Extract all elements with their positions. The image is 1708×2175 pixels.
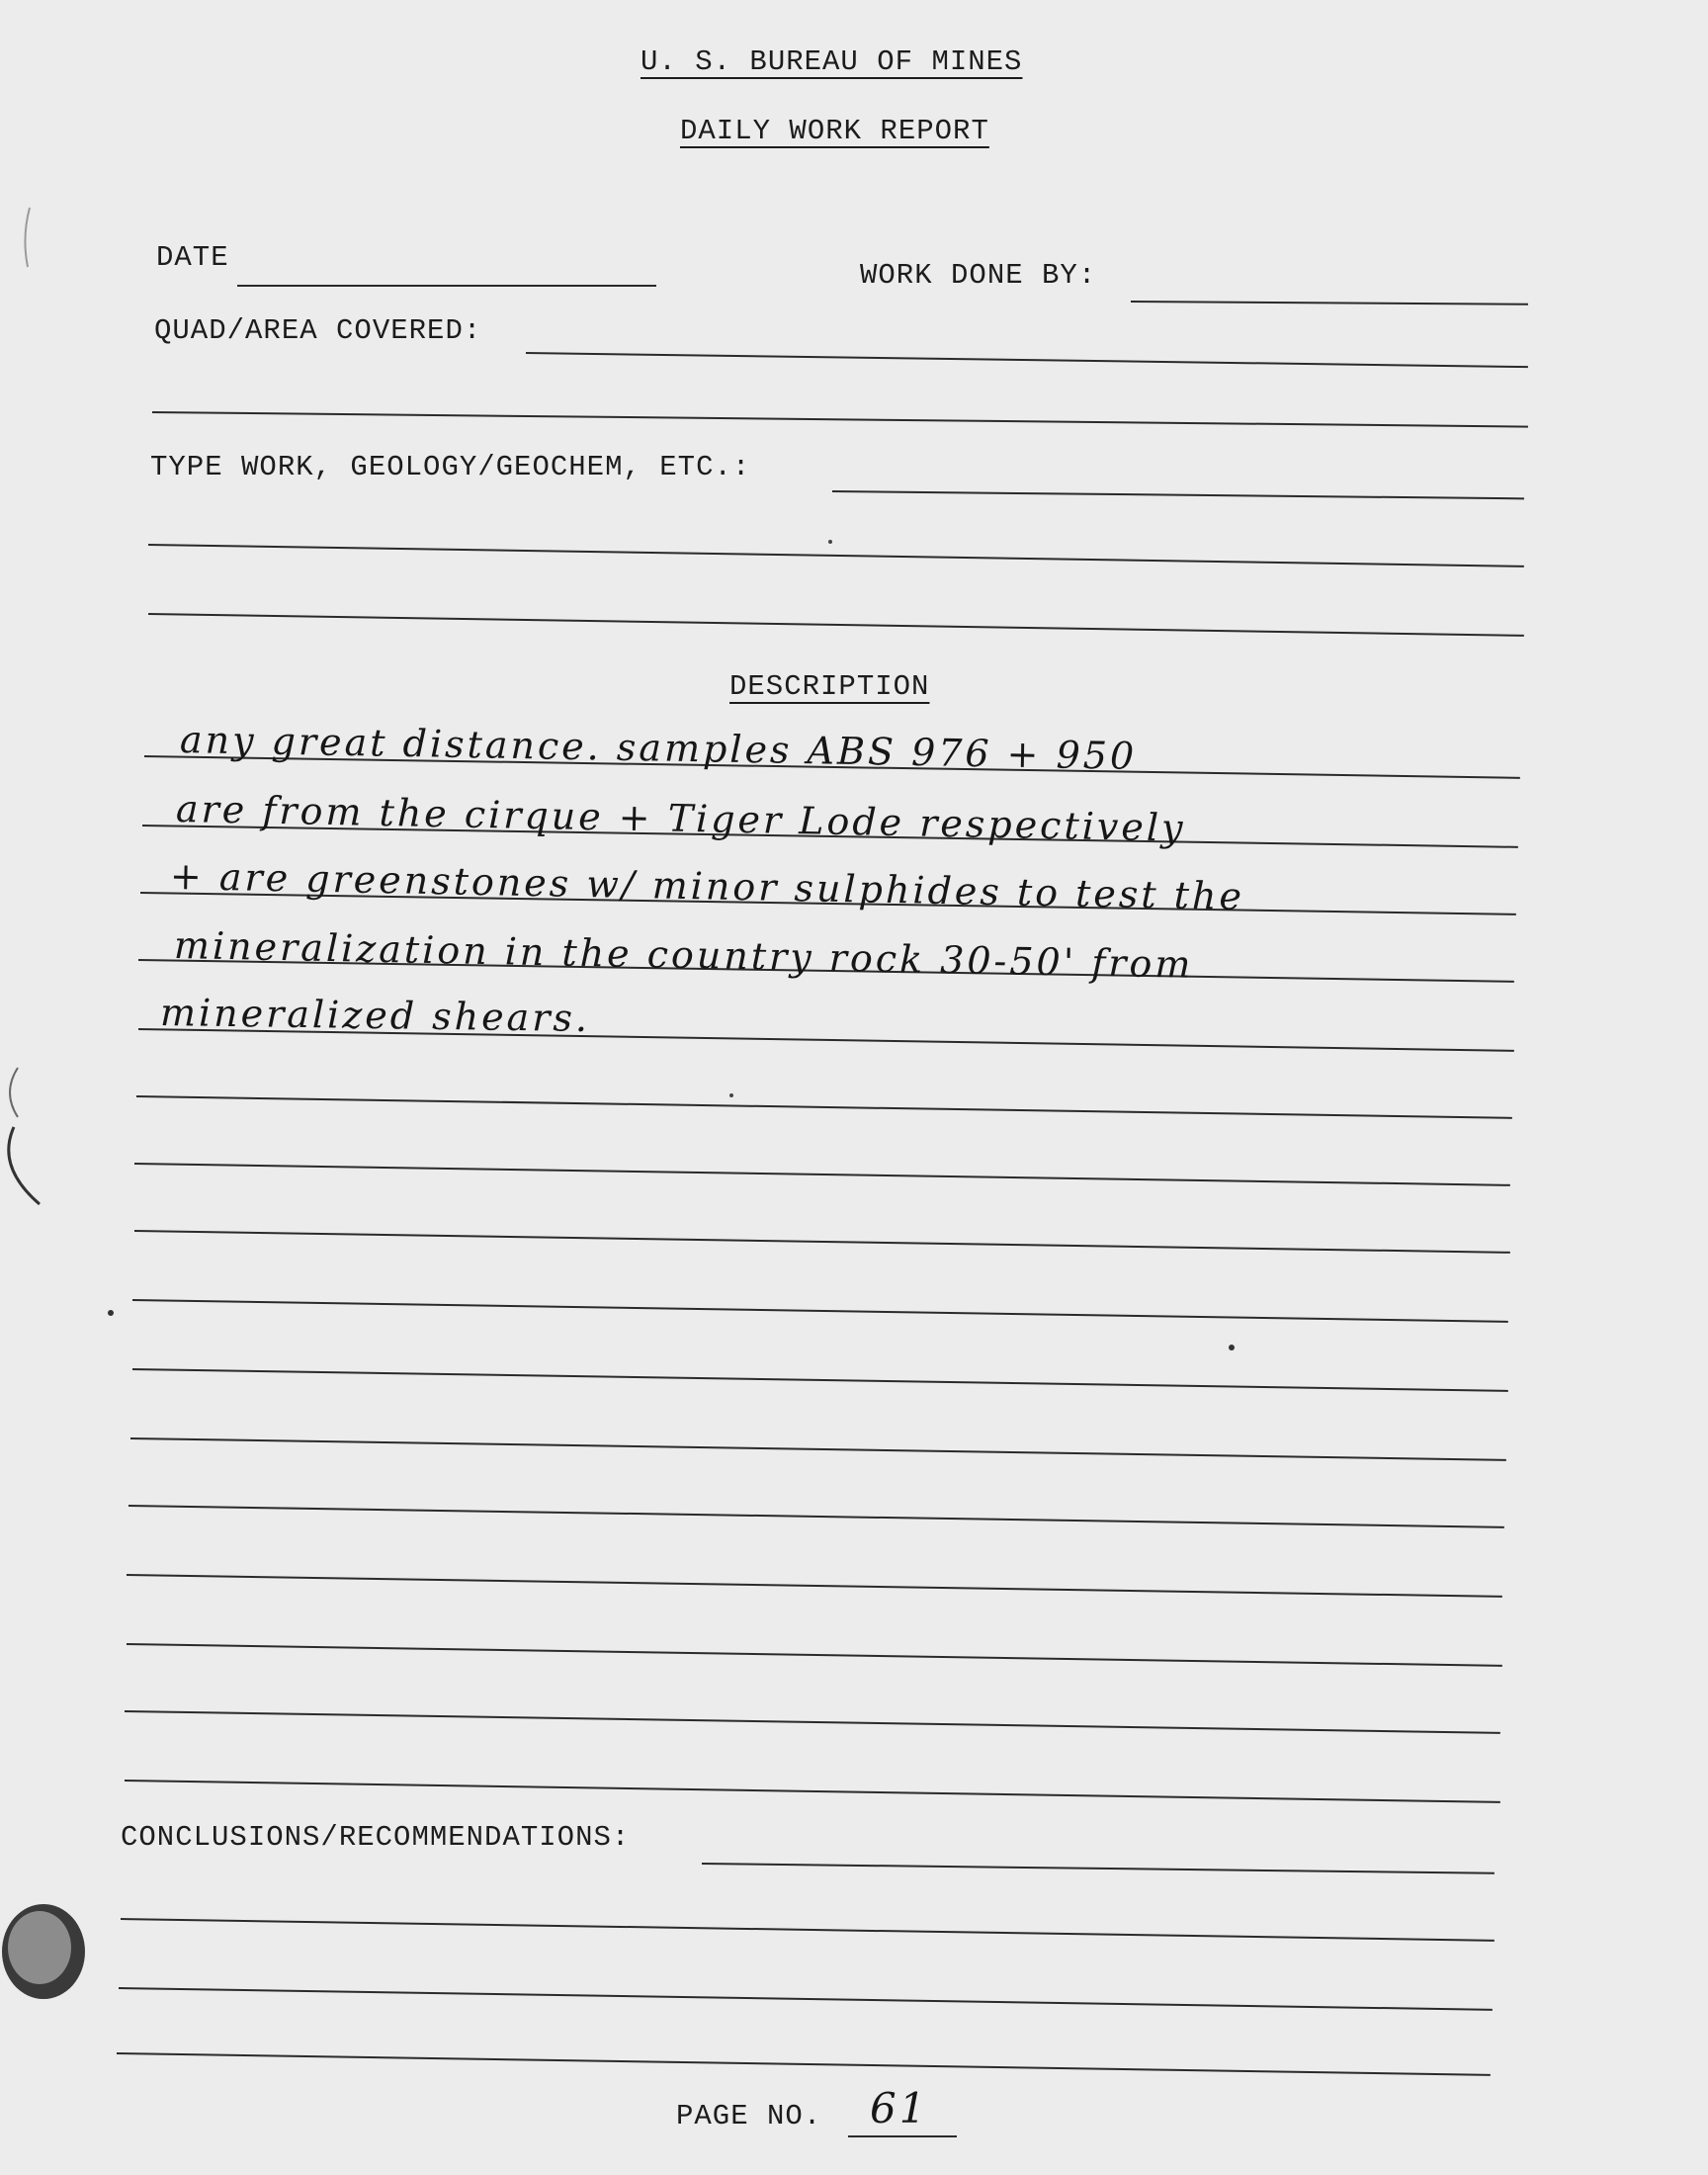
description-heading: DESCRIPTION [729,670,930,703]
speck [729,1093,733,1097]
agency-title: U. S. BUREAU OF MINES [640,45,1023,78]
conclusions-label: CONCLUSIONS/RECOMMENDATIONS: [121,1821,631,1854]
speck [108,1310,114,1316]
handwritten-line: mineralized shears. [159,991,591,1041]
speck [1229,1345,1235,1350]
page-number-field[interactable] [848,2135,957,2137]
speck [828,540,832,544]
type-work-label: TYPE WORK, GEOLOGY/GEOCHEM, ETC.: [150,451,751,483]
handwritten-line: any great distance. samples ABS 976 + 950 [179,718,1138,778]
handwritten-line: + are greenstones w/ minor sulphides to test the [169,854,1245,918]
date-label: DATE [156,241,229,274]
binder-hole-inner [8,1911,71,1984]
work-done-by-label: WORK DONE BY: [860,259,1097,292]
binder-hole-mark [9,1127,40,1204]
handwritten-line: mineralization in the country rock 30-50' from [173,923,1194,987]
form-title: DAILY WORK REPORT [680,115,989,147]
date-field[interactable] [237,285,656,287]
quad-area-label: QUAD/AREA COVERED: [154,314,482,347]
edge-mark [25,208,30,267]
handwritten-line: are from the cirque + Tiger Lode respectively [175,787,1186,850]
binder-hole-mark [10,1068,18,1117]
page-number-label: PAGE NO. [676,2100,822,2132]
page-number-value: 61 [870,2084,929,2132]
